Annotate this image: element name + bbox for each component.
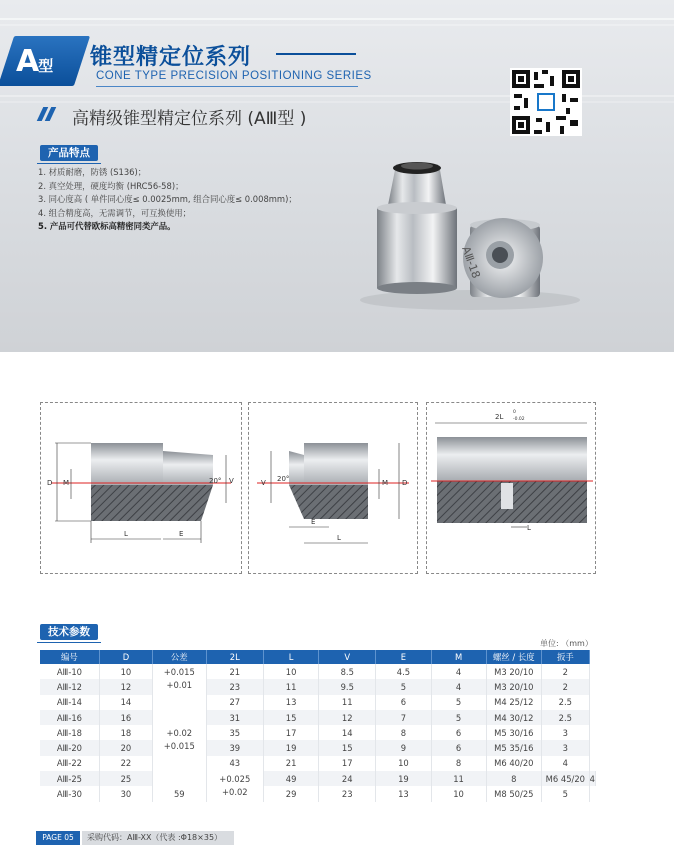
cell-d: 16 <box>99 710 152 725</box>
cell-wrench: 4 <box>542 756 590 771</box>
cell-v: 15 <box>319 740 376 755</box>
feature-item: 4. 组合精度高，无需调节，可互换使用； <box>38 207 192 218</box>
column-header: L <box>264 650 319 664</box>
cell-d: 18 <box>99 725 152 740</box>
cell-2l: 43 <box>206 756 263 771</box>
cell-model: AⅢ-22 <box>40 756 99 771</box>
cell-screw: M4 30/12 <box>486 710 541 725</box>
svg-text:V: V <box>229 477 234 485</box>
cell-wrench: 3 <box>542 725 590 740</box>
cell-m: 8 <box>431 756 486 771</box>
table-row <box>40 664 596 679</box>
cell-2l: 31 <box>206 710 263 725</box>
tolerance-lower: +0.02 <box>221 787 248 798</box>
cell-wrench: 5 <box>542 786 590 801</box>
cell-2l: 49 <box>264 771 319 786</box>
table-row <box>40 695 596 710</box>
cell-e: 6 <box>376 695 431 710</box>
page-number: PAGE 05 <box>36 831 80 845</box>
cell-e: 13 <box>376 786 431 801</box>
cell-v: 14 <box>319 725 376 740</box>
cell-d: 25 <box>99 771 152 786</box>
table-row <box>40 679 596 694</box>
cell-m: 6 <box>431 725 486 740</box>
cell-2l: 35 <box>206 725 263 740</box>
cell-v: 23 <box>319 786 376 801</box>
hero-banner <box>0 0 674 352</box>
cell-wrench: 2 <box>542 664 590 679</box>
cell-d: 10 <box>99 664 152 679</box>
cell-e: 9 <box>376 740 431 755</box>
cell-l: 10 <box>264 664 319 679</box>
svg-text:E: E <box>311 518 316 526</box>
column-header: 扳手 <box>542 650 590 664</box>
cell-l: 13 <box>264 695 319 710</box>
svg-text:M: M <box>382 479 389 487</box>
cell-m: 5 <box>431 695 486 710</box>
feature-item: 1. 材质耐磨，防锈 (S136)； <box>38 167 147 177</box>
unit-label: 单位: （mm） <box>540 639 593 648</box>
cell-screw: M8 50/25 <box>486 786 541 801</box>
cell-v: 11 <box>319 695 376 710</box>
feature-item: 2. 真空处理，硬度均衡 (HRC56-58)； <box>38 180 184 191</box>
column-header: M <box>431 650 486 664</box>
cell-wrench: 2 <box>542 679 590 694</box>
cell-d: 22 <box>99 756 152 771</box>
svg-text:20°: 20° <box>209 477 222 485</box>
cell-2l: 23 <box>206 679 263 694</box>
svg-text:D: D <box>402 479 408 487</box>
drawing-cone-side-middle <box>248 402 418 574</box>
cell-v: 17 <box>319 756 376 771</box>
cell-l: 24 <box>319 771 376 786</box>
cell-tolerance <box>153 695 207 787</box>
svg-text:E: E <box>179 530 184 538</box>
cell-model: AⅢ-25 <box>40 771 99 786</box>
cell-wrench: 2.5 <box>542 695 590 710</box>
column-header: V <box>319 650 376 664</box>
page-title: 锥型精定位系列 <box>90 45 252 70</box>
table-row <box>40 740 596 755</box>
features-tag: 产品特点 <box>40 145 98 161</box>
drawing-assembly-section <box>426 402 596 574</box>
tolerance-lower: +0.015 <box>163 741 195 752</box>
cell-wrench: 4 <box>589 771 595 786</box>
svg-text:M: M <box>63 479 70 487</box>
cell-e: 8 <box>376 725 431 740</box>
cell-l: 15 <box>264 710 319 725</box>
cell-d: 20 <box>99 740 152 755</box>
svg-text:2L: 2L <box>495 413 504 421</box>
cell-d: 14 <box>99 695 152 710</box>
cell-screw: M6 45/20 <box>542 771 590 786</box>
table-row <box>40 710 596 725</box>
svg-text:L: L <box>124 530 128 538</box>
svg-text:20°: 20° <box>277 475 290 483</box>
cell-l: 29 <box>264 786 319 801</box>
cell-screw: M4 25/12 <box>486 695 541 710</box>
cell-d: 12 <box>99 679 152 694</box>
cell-v: 8.5 <box>319 664 376 679</box>
specs-tag: 技术参数 <box>40 624 98 640</box>
table-row <box>40 756 596 771</box>
cell-l: 21 <box>264 756 319 771</box>
tolerance-upper: +0.025 <box>219 774 251 785</box>
cell-model: AⅢ-20 <box>40 740 99 755</box>
cell-screw: M5 30/16 <box>486 725 541 740</box>
product-image <box>0 0 674 352</box>
cell-m: 10 <box>431 786 486 801</box>
cell-e: 5 <box>376 679 431 694</box>
series-badge-label: A型 <box>16 44 53 79</box>
cell-e: 10 <box>376 756 431 771</box>
column-header: 2L <box>206 650 263 664</box>
product-marking: AⅢ-18 <box>459 244 483 281</box>
cell-e: 7 <box>376 710 431 725</box>
svg-text:V: V <box>261 479 266 487</box>
feature-item: 3. 同心度高 ( 单件同心度≤ 0.0025mm, 组合同心度≤ 0.008mm)； <box>38 194 297 205</box>
cell-l: 11 <box>264 679 319 694</box>
page-subtitle: CONE TYPE PRECISION POSITIONING SERIES <box>96 70 372 82</box>
column-header: 编号 <box>40 650 99 664</box>
cell-m: 8 <box>486 771 541 786</box>
cell-v: 19 <box>376 771 431 786</box>
table-row <box>40 725 596 740</box>
tolerance-upper: +0.02 <box>166 728 193 739</box>
spec-table <box>40 650 596 802</box>
order-code: 采购代码：AⅢ-XX（代表 :Φ18×35） <box>82 831 234 845</box>
table-header-row <box>40 650 596 664</box>
cell-wrench: 2.5 <box>542 710 590 725</box>
cell-l: 17 <box>264 725 319 740</box>
svg-text:L: L <box>337 534 341 542</box>
section-title: 高精级锥型精定位系列 (AⅢ型 ) <box>72 109 307 129</box>
cell-e: 4.5 <box>376 664 431 679</box>
tolerance-upper: +0.015 <box>163 667 195 678</box>
svg-text:D: D <box>47 479 53 487</box>
cell-model: AⅢ-14 <box>40 695 99 710</box>
cell-tolerance <box>206 771 263 802</box>
cell-screw: M3 20/10 <box>486 664 541 679</box>
cell-tolerance <box>153 664 207 695</box>
svg-text:-0.02: -0.02 <box>513 417 525 422</box>
cell-m: 5 <box>431 710 486 725</box>
cell-2l: 27 <box>206 695 263 710</box>
svg-text:L: L <box>527 524 531 532</box>
cell-model: AⅢ-16 <box>40 710 99 725</box>
column-header: E <box>376 650 431 664</box>
cell-v: 9.5 <box>319 679 376 694</box>
cell-screw: M3 20/10 <box>486 679 541 694</box>
cell-model: AⅢ-30 <box>40 786 99 801</box>
svg-text:0: 0 <box>513 410 516 415</box>
cell-wrench: 3 <box>542 740 590 755</box>
cell-model: AⅢ-18 <box>40 725 99 740</box>
table-row <box>40 786 596 801</box>
cell-model: AⅢ-12 <box>40 679 99 694</box>
cell-e: 11 <box>431 771 486 786</box>
cell-m: 4 <box>431 679 486 694</box>
cell-model: AⅢ-10 <box>40 664 99 679</box>
tolerance-lower: +0.01 <box>166 680 193 691</box>
cell-2l: 39 <box>206 740 263 755</box>
feature-item: 5. 产品可代替欧标高精密同类产品。 <box>38 221 176 232</box>
cell-2l: 21 <box>206 664 263 679</box>
column-header: 螺丝 / 长度 <box>486 650 541 664</box>
column-header: 公差 <box>153 650 207 664</box>
cell-m: 4 <box>431 664 486 679</box>
cell-v: 12 <box>319 710 376 725</box>
cell-m: 6 <box>431 740 486 755</box>
cell-screw: M5 35/16 <box>486 740 541 755</box>
cell-screw: M6 40/20 <box>486 756 541 771</box>
cell-l: 19 <box>264 740 319 755</box>
cell-2l: 59 <box>153 786 207 801</box>
column-header: D <box>99 650 152 664</box>
drawing-cone-side-left <box>40 402 242 574</box>
table-row <box>40 771 596 786</box>
cell-d: 30 <box>99 786 152 801</box>
